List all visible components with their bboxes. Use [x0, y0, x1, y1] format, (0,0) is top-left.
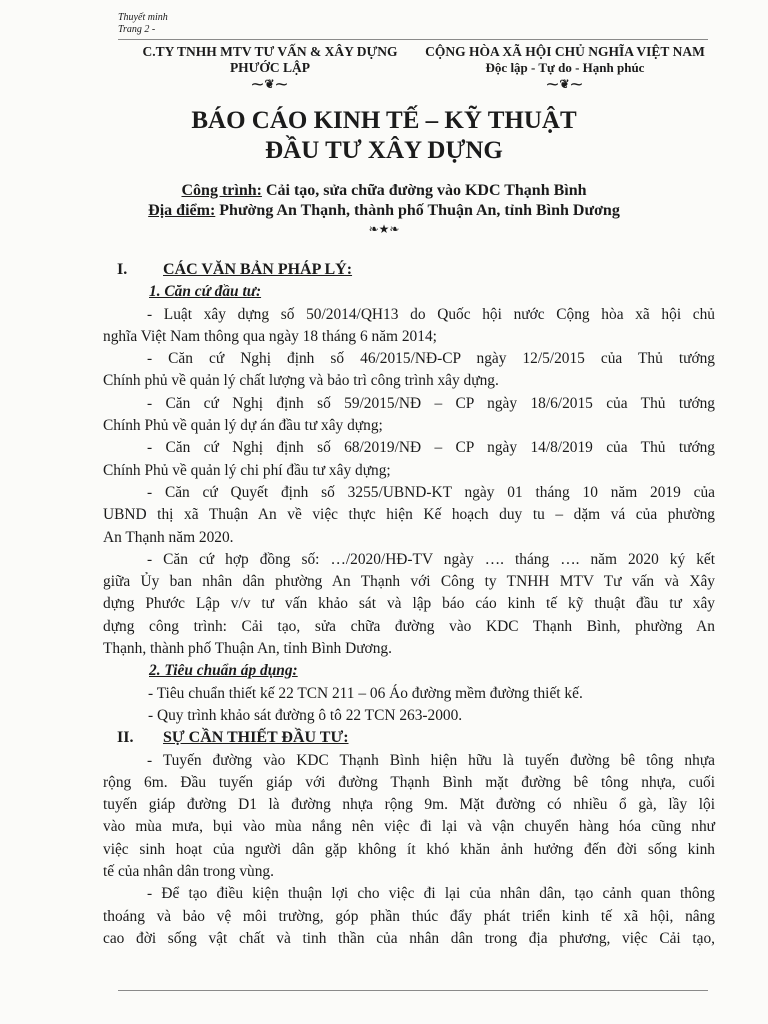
- text-line: - Căn cứ Nghị định số 68/2019/NĐ – CP ngày 14/8/2019 của Thủ tướng: [147, 439, 715, 457]
- text-line: - Căn cứ Nghị định số 59/2015/NĐ – CP ngày 18/6/2015 của Thủ tướng: [147, 394, 715, 412]
- header-note-doc-type: Thuyết minh: [118, 12, 168, 23]
- text-line: rộng 6m. Đầu tuyến giáp với đường Thạnh Bình mặt đường bê tông nhựa, cuối: [103, 773, 715, 791]
- star-ornament: ❧★❧: [368, 222, 400, 236]
- text-line: An Thạnh năm 2020.: [103, 528, 234, 546]
- text-line: - Để tạo điều kiện thuận lợi cho việc đi lại của nhân dân, tạo cảnh quan thông: [147, 885, 715, 903]
- report-subtitle: ĐẦU TƯ XÂY DỰNG: [265, 137, 503, 164]
- motto-ornament: ⁓❦⁓: [546, 77, 584, 91]
- section-number: I.: [117, 261, 128, 278]
- national-motto-block: [420, 44, 710, 92]
- text-line: Chính Phủ về quản lý chi phí đầu tư xây dựng;: [103, 461, 391, 479]
- section-number: II.: [117, 729, 134, 747]
- company-block: [140, 44, 400, 92]
- text-line: - Căn cứ hợp đồng số: …/2020/HĐ-TV ngày …. tháng …. năm 2020 ký kết: [147, 550, 715, 568]
- project-work-value: Cải tạo, sửa chữa đường vào KDC Thạnh Bình: [261, 182, 587, 199]
- subheading-standards: [103, 660, 715, 682]
- text-line: tuyến giáp đường D1 là đường nhựa rộng 9m. Mặt đường có nhiều ổ gà, lầy lội: [103, 796, 715, 814]
- motto: Độc lập - Tự do - Hạnh phúc: [485, 60, 645, 75]
- text-line: UBND thị xã Thuận An về việc thực hiện Kế hoạch duy tu – dặm vá của phường: [103, 506, 715, 524]
- footer-divider: [118, 990, 708, 991]
- country-name: CỘNG HÒA XÃ HỘI CHỦ NGHĨA VIỆT NAM: [425, 44, 705, 59]
- section-title: SỰ CẦN THIẾT ĐẦU TƯ:: [163, 729, 349, 747]
- necessity-paragraphs: [103, 750, 715, 951]
- header-note-page-number: Trang 2 -: [118, 24, 156, 35]
- text-line: giữa Ủy ban nhân dân phường An Thạnh với Công ty TNHH MTV Tư vấn và Xây: [103, 573, 715, 591]
- report-body: [103, 259, 715, 950]
- subheading-investment-basis: [103, 281, 715, 303]
- project-work-label: Công trình:: [181, 182, 262, 199]
- text-line: Chính phủ về quản lý chất lượng và bảo trì công trình xây dựng.: [103, 372, 499, 390]
- text-line: vào mùa mưa, bụi vào mùa nắng nên việc đi lại và vận chuyển hàng hóa cũng như: [103, 818, 715, 836]
- text-line: nghĩa Việt Nam thông qua ngày 18 tháng 6 năm 2014;: [103, 327, 437, 345]
- text-line: cao đời sống vật chất và tinh thần của nhân dân trong địa phương, việc Cải tạo,: [103, 929, 715, 947]
- text-line: dựng công trình: Cải tạo, sửa chữa đường vào KDC Thạnh Bình, phường An: [103, 617, 715, 635]
- subheading-text: 2. Tiêu chuẩn áp dụng:: [149, 662, 298, 680]
- text-line: - Luật xây dựng số 50/2014/QH13 do Quốc hội nước Cộng hòa xã hội chủ: [147, 305, 715, 323]
- project-place-label: Địa điểm:: [148, 202, 216, 219]
- project-place-line: [0, 201, 768, 221]
- section-heading-necessity: [103, 727, 715, 749]
- text-line: - Quy trình khảo sát đường ô tô 22 TCN 263-2000.: [148, 706, 463, 724]
- text-line: tế của nhân dân trong vùng.: [103, 863, 274, 881]
- text-line: dựng Phước Lập v/v tư vấn khảo sát và lập báo cáo kinh tế kỹ thuật đầu tư xây: [103, 595, 715, 613]
- project-work-line: [0, 181, 768, 201]
- text-line: thoáng và bảo vệ môi trường, góp phần thúc đẩy phát triển kinh tế xã hội, nâng: [103, 907, 715, 925]
- section-title: CÁC VĂN BẢN PHÁP LÝ:: [163, 261, 353, 278]
- company-ornament: ⁓❦⁓: [251, 77, 289, 91]
- text-line: việc sinh hoạt của người dân gặp không ít khó khăn ảnh hưởng đến đời sống kinh: [103, 840, 715, 858]
- project-place-value: Phường An Thạnh, thành phố Thuận An, tỉnh Bình Dương: [215, 202, 620, 219]
- text-line: Thạnh, thành phố Thuận An, tỉnh Bình Dương.: [103, 640, 392, 658]
- standards-list: [103, 683, 715, 728]
- header-divider: [118, 39, 708, 40]
- section-heading-legal: [103, 259, 715, 281]
- legal-basis-list: [103, 304, 715, 661]
- report-title: BÁO CÁO KINH TẾ – KỸ THUẬT: [191, 107, 577, 134]
- text-line: - Căn cứ Nghị định số 46/2015/NĐ-CP ngày 12/5/2015 của Thủ tướng: [147, 350, 715, 368]
- text-line: - Căn cứ Quyết định số 3255/UBND-KT ngày 01 tháng 10 năm 2019 của: [147, 483, 715, 501]
- company-name-line2: PHƯỚC LẬP: [229, 60, 311, 75]
- text-line: Chính Phủ về quản lý dự án đầu tư xây dựng;: [103, 417, 383, 435]
- company-name: C.TY TNHH MTV TƯ VẤN & XÂY DỰNG: [142, 44, 398, 59]
- text-line: - Tuyến đường vào KDC Thạnh Bình hiện hữu là tuyến đường bê tông nhựa: [147, 751, 715, 769]
- text-line: - Tiêu chuẩn thiết kế 22 TCN 211 – 06 Áo đường mềm đường thiết kế.: [148, 684, 583, 702]
- subheading-text: 1. Căn cứ đầu tư:: [149, 283, 262, 301]
